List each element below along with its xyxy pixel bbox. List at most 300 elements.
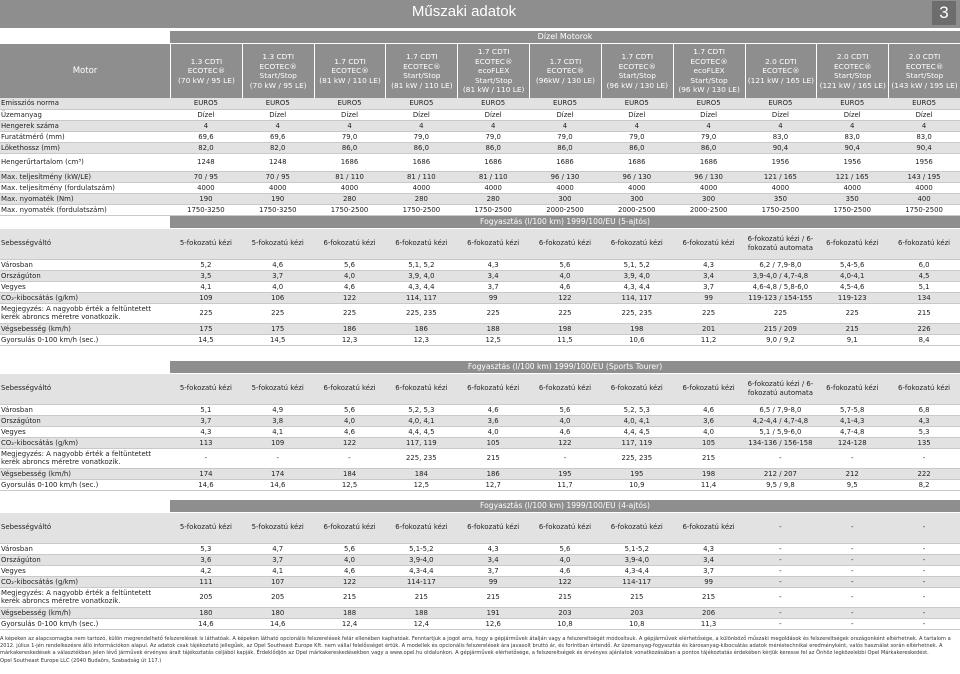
row-label: Emissziós norma	[0, 98, 170, 109]
row-value: 215	[702, 454, 716, 462]
row-value: 6-fokozatú kézi	[529, 513, 601, 543]
row-value: 83,0	[916, 132, 932, 141]
row-value: Dízel	[341, 110, 359, 119]
row-value: 5,3	[918, 427, 930, 436]
row-value: 9,1	[846, 335, 858, 344]
row-value: 4,0	[529, 554, 601, 565]
row-value: Dízel	[915, 110, 933, 119]
row-value: 10,8	[557, 619, 573, 628]
row-value: 206	[673, 607, 745, 618]
row-value: 198	[673, 468, 745, 479]
row-value: 4000	[268, 183, 287, 192]
table-row	[0, 565, 960, 576]
row-value: Dízel	[628, 110, 646, 119]
row-value: 14,6	[270, 619, 286, 628]
model-header-line: (121 kW / 165 LE)	[747, 75, 815, 85]
row-value: 1750-2500	[905, 205, 943, 214]
row-value: 4	[816, 120, 888, 131]
row-label: Végsebesség (km/h)	[0, 323, 170, 334]
row-value: 96 / 130	[529, 171, 601, 182]
model-header-line: (143 kW / 195 LE)	[891, 80, 958, 90]
row-value: 3,4	[457, 554, 529, 565]
row-label: Furatátmérő (mm)	[1, 132, 65, 141]
row-label: Max. nyomaték (fordulatszám)	[1, 205, 107, 214]
row-value: 4000	[484, 183, 502, 192]
row-value: -	[888, 513, 960, 543]
row-value: 8,2	[918, 480, 930, 489]
row-value: 5,6	[559, 260, 571, 269]
row-value: 225, 235	[621, 454, 653, 462]
row-value: 4,6	[344, 427, 356, 436]
row-value: 12,4	[413, 619, 430, 628]
row-value: -	[745, 607, 817, 618]
row-value: 350	[816, 193, 888, 204]
row-value: 113	[170, 437, 242, 448]
section-header-0: Fogyasztás (l/100 km) 1999/100/EU (5-ajtós)	[170, 216, 960, 228]
row-value: EURO5	[745, 98, 817, 109]
row-label: Max. teljesítmény (fordulatszám)	[1, 183, 115, 192]
row-value: 4	[385, 120, 457, 131]
model-header-5	[529, 44, 601, 98]
row-value: 6-fokozatú kézi	[314, 229, 386, 259]
row-value: 5,1-5,2	[624, 544, 649, 553]
row-value: 5,4-5,6	[840, 260, 865, 269]
row-value: 190	[242, 193, 314, 204]
row-value: 6-fokozatú kézi	[457, 229, 529, 259]
table-row	[0, 292, 960, 303]
row-value: EURO5	[170, 98, 242, 109]
row-value: 9,0 / 9,2	[766, 335, 795, 344]
row-value: 134	[888, 292, 960, 303]
row-value: 5-fokozatú kézi	[242, 513, 314, 543]
row-value: 6-fokozatú kézi	[529, 229, 601, 259]
row-value: 14,6	[198, 619, 214, 628]
row-value: 195	[529, 468, 601, 479]
row-value: 109	[242, 437, 314, 448]
row-value: -	[745, 554, 817, 565]
row-value: EURO5	[242, 98, 314, 109]
table-row	[0, 576, 960, 587]
section-table-2	[0, 513, 960, 630]
row-label: Városban	[1, 260, 33, 269]
row-value: 222	[888, 468, 960, 479]
row-value: -	[816, 607, 888, 618]
row-value: 12,4	[341, 619, 358, 628]
row-label: Max. teljesítmény (kW/LE)	[0, 171, 170, 182]
row-value: 4,3-4,4	[409, 566, 434, 575]
row-value: 79,0	[557, 132, 573, 141]
row-value: 212 / 207	[745, 468, 817, 479]
section-header-2: Fogyasztás (l/100 km) 1999/100/EU (4-ajtós)	[170, 500, 960, 512]
row-label: Városban	[1, 544, 33, 553]
row-value: EURO5	[673, 98, 745, 109]
row-value: 6-fokozatú kézi	[601, 374, 673, 404]
model-header-line: (70 kW / 95 LE)	[249, 80, 307, 90]
model-header-line: Start/Stop	[403, 71, 441, 80]
row-value: 5,1 / 5,9-6,0	[759, 427, 802, 436]
row-label: Országúton	[0, 554, 170, 565]
model-header-line: 1.7 CDTI ECOTEC®	[403, 52, 441, 71]
row-value: 6-fokozatú kézi	[673, 513, 745, 543]
row-value: 5,1, 5,2	[623, 260, 650, 269]
row-value: 134-136 / 156-158	[745, 437, 817, 448]
row-value: 191	[457, 607, 529, 618]
row-value: 79,0	[629, 132, 645, 141]
row-value: 69,6	[198, 132, 214, 141]
row-value: 184	[385, 468, 457, 479]
model-header-line: (96 kW / 130 LE)	[606, 80, 669, 90]
model-header-line: ecoFLEX	[478, 66, 510, 76]
row-value: 1686	[556, 158, 574, 166]
row-value: 4,1	[272, 566, 284, 575]
row-value: 225	[702, 309, 716, 317]
row-label: Hengerűrtartalom (cm³)	[1, 158, 84, 166]
table-row	[0, 426, 960, 437]
model-header-0	[170, 44, 242, 98]
row-value: -	[850, 619, 854, 628]
row-value: 4,6	[559, 427, 571, 436]
row-value: 4,3	[703, 544, 715, 553]
row-value: 4,0	[703, 427, 715, 436]
row-label: Gyorsulás 0-100 km/h (sec.)	[1, 619, 99, 628]
row-value: 69,6	[270, 132, 286, 141]
row-value: 4	[745, 120, 817, 131]
row-value: 4,3-4,4	[624, 566, 649, 575]
row-value: 9,5	[846, 480, 858, 489]
row-value: 300	[529, 193, 601, 204]
row-value: 5,1, 5,2	[408, 260, 435, 269]
table-row	[0, 587, 960, 607]
page-title: Műszaki adatok	[411, 3, 517, 20]
row-value: 198	[601, 323, 673, 334]
row-value: 3,9, 4,0	[385, 270, 457, 281]
row-value: 143 / 195	[888, 171, 960, 182]
row-value: 124-128	[816, 437, 888, 448]
model-header-line: 1.3 CDTI ECOTEC®	[187, 56, 226, 76]
row-value: 184	[314, 468, 386, 479]
row-value: 4,0, 4,1	[601, 415, 673, 426]
row-value: 11,4	[700, 480, 717, 489]
row-value: 3,7	[170, 415, 242, 426]
row-value: 1686	[412, 158, 431, 166]
row-value: 6-fokozatú kézi	[385, 513, 457, 543]
row-value: 3,7	[487, 282, 499, 291]
row-value: 90,4	[745, 142, 817, 153]
row-value: 86,0	[314, 142, 386, 153]
row-label: Üzemanyag	[1, 110, 42, 119]
row-value: -	[922, 619, 926, 628]
row-value: -	[563, 454, 567, 462]
row-value: 4,7	[272, 544, 284, 553]
table-row	[0, 415, 960, 426]
row-value: 226	[888, 323, 960, 334]
row-value: -	[745, 576, 817, 587]
row-label: CO₂-kibocsátás (g/km)	[0, 576, 170, 587]
table-row	[0, 618, 960, 629]
section-table-1	[0, 374, 960, 491]
table-row	[0, 543, 960, 554]
row-value: 4,3, 4,4	[623, 282, 650, 291]
row-value: 3,4	[673, 270, 745, 281]
row-label: Sebességváltó	[0, 513, 170, 543]
row-value: 4,3	[888, 415, 960, 426]
row-value: 4,6	[487, 405, 499, 414]
row-value: 205	[271, 593, 285, 601]
row-value: 114, 117	[601, 292, 673, 303]
row-value: 225	[558, 309, 572, 317]
model-header-6	[601, 44, 673, 98]
row-value: -	[850, 593, 854, 601]
row-value: 6-fokozatú kézi	[314, 513, 386, 543]
row-label: Lökethossz (mm)	[0, 142, 170, 153]
row-value: Dízel	[197, 110, 215, 119]
row-value: 109	[170, 292, 242, 303]
model-header-line: Start/Stop	[259, 71, 297, 80]
row-value: 4,0	[487, 427, 499, 436]
row-value: 4,6	[344, 566, 356, 575]
row-value: 10,6	[629, 335, 645, 344]
row-value: -	[816, 576, 888, 587]
row-value: 300	[673, 193, 745, 204]
model-header-line: Start/Stop	[618, 71, 656, 80]
row-value: 3,7	[242, 270, 314, 281]
row-value: -	[816, 513, 888, 543]
row-value: 225	[486, 309, 500, 317]
table-row	[0, 182, 960, 193]
row-value: 10,9	[629, 480, 645, 489]
table-row	[0, 259, 960, 270]
row-value: EURO5	[314, 98, 386, 109]
row-value: 121 / 165	[816, 171, 888, 182]
row-value: 12,7	[485, 480, 501, 489]
row-value: -	[850, 566, 854, 575]
row-value: -	[888, 554, 960, 565]
row-label: Vegyes	[1, 566, 26, 575]
row-value: 5,6	[559, 544, 571, 553]
motor-label: Motor	[0, 44, 170, 98]
row-value: 82,0	[242, 142, 314, 153]
row-value: 1686	[628, 158, 646, 166]
model-header-line: (81 kW / 110 LE)	[462, 85, 525, 95]
row-value: 11,2	[700, 335, 717, 344]
row-value: 4000	[628, 183, 646, 192]
model-header-line: ecoFLEX	[693, 66, 725, 76]
row-value: 1956	[915, 158, 933, 166]
row-value: 86,0	[529, 142, 601, 153]
model-header-line: 1.7 CDTI ECOTEC®	[690, 47, 728, 66]
row-value: 4000	[412, 183, 431, 192]
row-value: 11,5	[557, 335, 573, 344]
row-value: 5,6	[344, 544, 356, 553]
row-value: 4	[457, 120, 529, 131]
row-value: 70 / 95	[242, 171, 314, 182]
footnote-text: A képeken az alapcsomagba nem tartozó, külön megrendelhető felszerelések is láthatóak. A képeken látható opcionális felszerelések felár ellenében kaphatóak. Fenntartjuk a jogot arra, hogy a gépjárművek átalján vagy a felszereltségét módosítsuk. A gépjárművek elérhetősége, a különböző műszaki megoldások és felszereltségek országonként eltérhetnek. A tartalom a 2012. július 1-jén rendelkezésre álló információkon alapul. Az adatok csak tájékoztató jellegűek, az Opel Southeast Europe Kft. nem vállal felelősséget értük. A modellek és opcionális felszerelések ára javasolt bruttó ár, és forintban értendő. Az üzemanyag-fogyasztás és károsanyag-kibocsátás adatok méréstechnikai eredményként, valós használat során eltérhetnek. A márkakereskedések a választékban jelen lévő járművek érvényes árait tájékoztatás céljából kapják. Érdeklődjön az Opel márkakereskedésekben vagy a www.opel.hu oldalunkon. A gépjárművek elérhetősége, a felszereltségek és érvényes ajánlatok vonatkozásában a pontos tájékoztatás érdekében kérjük keresse fel az Önhöz legközelebbi Opel Márkakereskedést.	[0, 636, 951, 657]
row-value: 96 / 130	[601, 171, 673, 182]
row-value: 4,0	[529, 415, 601, 426]
row-value: 1750-2500	[402, 205, 441, 214]
row-label: Megjegyzés: A nagyobb érték a feltüntetett kerék abroncs méretre vonatkozik.	[1, 589, 152, 605]
row-value: 12,3	[413, 335, 430, 344]
row-label: Sebességváltó	[0, 374, 170, 404]
row-value: -	[745, 513, 817, 543]
row-value: 6-fokozatú kézi	[888, 229, 960, 259]
row-value: 1750-2500	[330, 205, 369, 214]
row-value: 3,5	[170, 270, 242, 281]
row-value: 12,3	[341, 335, 358, 344]
row-value: 86,0	[673, 142, 745, 153]
row-value: 215	[917, 309, 931, 317]
row-label: CO₂-kibocsátás (g/km)	[0, 292, 170, 303]
table-row	[0, 303, 960, 323]
row-value: 180	[170, 607, 242, 618]
row-value: 3,6	[457, 415, 529, 426]
section-header-1: Fogyasztás (l/100 km) 1999/100/EU (Sports Tourer)	[170, 361, 960, 373]
row-value: 90,4	[816, 142, 888, 153]
row-value: 3,7	[242, 554, 314, 565]
row-value: 135	[888, 437, 960, 448]
table-row	[0, 109, 960, 120]
row-value: 4000	[197, 183, 215, 192]
row-value: EURO5	[529, 98, 601, 109]
row-value: 14,6	[270, 480, 286, 489]
table-row	[0, 468, 960, 479]
row-value: 96 / 130	[673, 171, 745, 182]
row-value: 12,5	[485, 335, 501, 344]
row-value: 9,5 / 9,8	[766, 480, 795, 489]
row-value: 4,6	[703, 405, 715, 414]
row-value: 107	[242, 576, 314, 587]
row-value: 12,5	[341, 480, 358, 489]
row-value: 3,7	[487, 566, 499, 575]
row-value: 2000-2500	[689, 205, 728, 214]
row-value: 6,8	[918, 405, 930, 414]
row-value: 225	[845, 309, 859, 317]
row-value: 6-fokozatú kézi	[385, 374, 457, 404]
table-row	[0, 479, 960, 490]
table-row	[0, 153, 960, 171]
row-value: 5,6	[344, 260, 356, 269]
row-value: 5,2, 5,3	[623, 405, 650, 414]
row-value: Dízel	[484, 110, 502, 119]
row-label: Hengerek száma	[0, 120, 170, 131]
row-value: -	[850, 544, 854, 553]
row-value: -	[779, 619, 782, 628]
row-value: 3,7	[703, 566, 715, 575]
table-row	[0, 281, 960, 292]
row-value: 111	[170, 576, 242, 587]
model-header-line: (96 kW / 130 LE)	[678, 85, 740, 95]
table-row	[0, 513, 960, 543]
section-table-0	[0, 229, 960, 346]
row-value: 225, 235	[406, 309, 437, 317]
row-label: Gyorsulás 0-100 km/h (sec.)	[1, 335, 99, 344]
row-value: 14,6	[198, 480, 214, 489]
row-value: 215	[486, 593, 500, 601]
row-value: 225	[342, 309, 357, 317]
row-value: 122	[314, 576, 386, 587]
row-value: 119-123	[816, 292, 888, 303]
row-value: 198	[529, 323, 601, 334]
row-value: 5,7-5,8	[840, 405, 865, 414]
row-value: 70 / 95	[170, 171, 242, 182]
row-value: 4,3	[487, 260, 499, 269]
row-value: 186	[385, 323, 457, 334]
row-value: -	[348, 454, 351, 462]
row-value: 350	[745, 193, 817, 204]
row-value: 99	[673, 292, 745, 303]
row-value: 4	[601, 120, 673, 131]
row-value: 203	[529, 607, 601, 618]
table-row	[0, 98, 960, 109]
model-header-9	[816, 44, 888, 98]
row-value: -	[888, 576, 960, 587]
row-value: 188	[314, 607, 386, 618]
row-value: 4000	[843, 183, 861, 192]
row-value: 2000-2500	[546, 205, 584, 214]
row-value: 1750-2500	[833, 205, 871, 214]
row-value: 4000	[771, 183, 790, 192]
row-value: 4,3	[200, 427, 212, 436]
row-value: 6-fokozatú kézi	[457, 374, 529, 404]
row-value: -	[922, 593, 926, 601]
row-value: 6-fokozatú kézi	[816, 229, 888, 259]
row-value: 400	[888, 193, 960, 204]
row-value: 6-fokozatú kézi / 6-fokozatú automata	[745, 229, 817, 259]
row-value: Dízel	[700, 110, 718, 119]
row-value: 3,4	[457, 270, 529, 281]
row-label: Végsebesség (km/h)	[0, 607, 170, 618]
row-value: 3,9-4,0	[385, 554, 457, 565]
row-value: 3,6	[673, 415, 745, 426]
row-value: 225, 235	[406, 454, 437, 462]
spec-table	[0, 98, 960, 216]
row-value: 4,1-4,3	[816, 415, 888, 426]
row-value: -	[779, 544, 782, 553]
model-header-line: (70 kW / 95 LE)	[177, 75, 235, 85]
row-value: 8,4	[918, 335, 930, 344]
row-value: -	[816, 554, 888, 565]
table-row	[0, 404, 960, 415]
row-value: -	[779, 566, 782, 575]
row-value: 4,1	[200, 282, 212, 291]
row-value: 203	[601, 607, 673, 618]
row-value: 83,0	[772, 132, 789, 141]
row-value: 1248	[197, 158, 215, 166]
row-value: 4,0	[314, 415, 386, 426]
row-value: 5,1	[200, 405, 212, 414]
row-value: 1686	[699, 158, 718, 166]
row-value: 225	[773, 309, 787, 317]
row-value: 4,0	[529, 270, 601, 281]
row-value: 4000	[915, 183, 933, 192]
row-label: Gyorsulás 0-100 km/h (sec.)	[1, 480, 99, 489]
row-value: 3,4	[673, 554, 745, 565]
model-header-2	[314, 44, 386, 98]
row-value: 201	[673, 323, 745, 334]
row-value: 4,0	[314, 270, 386, 281]
table-row	[0, 554, 960, 565]
row-value: 81 / 110	[314, 171, 386, 182]
row-label: Max. nyomaték (Nm)	[0, 193, 170, 204]
model-header-line: (96kW / 130 LE)	[535, 75, 596, 85]
row-value: 5,2	[200, 260, 212, 269]
row-value: 4,6	[344, 282, 356, 291]
row-value: 3,7	[703, 282, 715, 291]
row-label: Országúton	[0, 415, 170, 426]
row-value: 11,3	[700, 619, 717, 628]
row-value: EURO5	[601, 98, 673, 109]
model-header-7	[673, 44, 745, 98]
